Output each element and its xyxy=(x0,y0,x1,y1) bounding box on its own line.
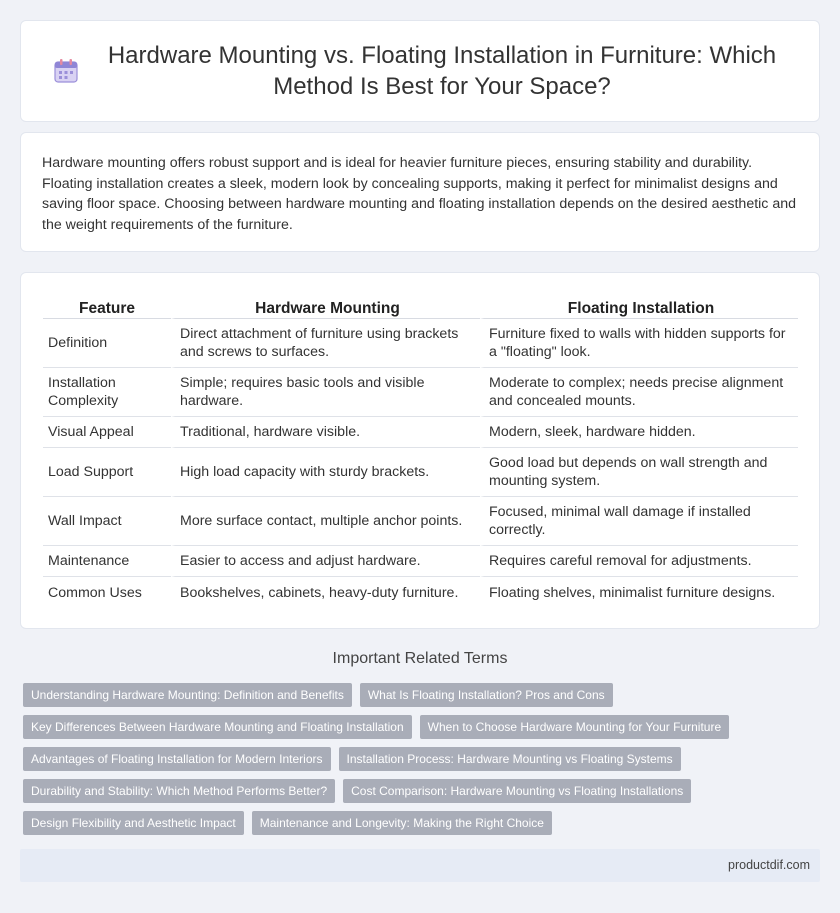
related-term-tag[interactable]: Installation Process: Hardware Mounting vs Floating Systems xyxy=(339,747,681,771)
comparison-card xyxy=(20,272,820,629)
related-term-tag[interactable]: Durability and Stability: Which Method Performs Better? xyxy=(23,779,335,803)
site-name[interactable]: productdif.com xyxy=(728,858,810,872)
tag-row xyxy=(23,811,823,835)
floating-cell: Furniture fixed to walls with hidden supports for a "floating" look. xyxy=(480,319,798,368)
floating-cell: Floating shelves, minimalist furniture designs. xyxy=(480,577,798,608)
tag-row xyxy=(23,779,823,803)
related-term-tag[interactable]: Maintenance and Longevity: Making the Right Choice xyxy=(252,811,552,835)
related-term-tag[interactable]: What Is Floating Installation? Pros and Cons xyxy=(360,683,613,707)
feature-cell: Installation Complexity xyxy=(43,368,171,417)
floating-cell: Requires careful removal for adjustments. xyxy=(480,546,798,577)
feature-cell: Load Support xyxy=(43,448,171,497)
table-row xyxy=(43,577,798,608)
tag-row xyxy=(23,747,823,771)
related-term-tag[interactable]: Advantages of Floating Installation for Modern Interiors xyxy=(23,747,331,771)
floating-cell: Modern, sleek, hardware hidden. xyxy=(480,417,798,448)
table-row xyxy=(43,497,798,546)
related-term-tag[interactable]: Understanding Hardware Mounting: Definition and Benefits xyxy=(23,683,352,707)
related-term-tag[interactable]: Key Differences Between Hardware Mounting and Floating Installation xyxy=(23,715,412,739)
floating-cell: Good load but depends on wall strength and mounting system. xyxy=(480,448,798,497)
intro-card xyxy=(20,132,820,252)
hardware-cell: Easier to access and adjust hardware. xyxy=(171,546,480,577)
table-row xyxy=(43,368,798,417)
hardware-cell: Bookshelves, cabinets, heavy-duty furniture. xyxy=(171,577,480,608)
hardware-cell: More surface contact, multiple anchor points. xyxy=(171,497,480,546)
table-row xyxy=(43,448,798,497)
tag-row xyxy=(23,683,823,707)
title-wrap xyxy=(51,40,789,102)
table-row xyxy=(43,417,798,448)
hardware-cell: Direct attachment of furniture using brackets and screws to surfaces. xyxy=(171,319,480,368)
feature-cell: Definition xyxy=(43,319,171,368)
related-term-tag[interactable]: When to Choose Hardware Mounting for Your Furniture xyxy=(420,715,730,739)
feature-cell: Maintenance xyxy=(43,546,171,577)
related-terms-list xyxy=(23,683,823,843)
table-row xyxy=(43,546,798,577)
title-card xyxy=(20,20,820,122)
feature-cell: Common Uses xyxy=(48,584,142,601)
header-feature: Feature xyxy=(43,295,171,319)
related-term-tag[interactable]: Cost Comparison: Hardware Mounting vs Floating Installations xyxy=(343,779,691,803)
page-title: Hardware Mounting vs. Floating Installation in Furniture: Which Method Is Best for Your Space? xyxy=(107,42,777,100)
table-row xyxy=(43,319,798,368)
footer xyxy=(20,849,820,882)
hardware-cell: Traditional, hardware visible. xyxy=(171,417,480,448)
tag-row xyxy=(23,715,823,739)
related-terms-title: Important Related Terms xyxy=(332,650,508,667)
floating-cell: Moderate to complex; needs precise alignment and concealed mounts. xyxy=(480,368,798,417)
comparison-table xyxy=(43,295,798,608)
intro-paragraph: Hardware mounting offers robust support and is ideal for heavier furniture pieces, ensuring stability and durability. Floating installation creates a sleek, modern look by concealing supports, making it perfect for minimalist designs and saving floor space. Choosing between hardware mounting and floating installation depends on the desired aesthetic and the weight requirements of the furniture. xyxy=(42,155,797,233)
header-floating-installation: Floating Installation xyxy=(480,295,798,319)
hardware-cell: Simple; requires basic tools and visible hardware. xyxy=(171,368,480,417)
feature-cell: Visual Appeal xyxy=(43,417,171,448)
header-hardware-mounting: Hardware Mounting xyxy=(171,295,480,319)
hardware-cell: High load capacity with sturdy brackets. xyxy=(171,448,480,497)
table-header-row xyxy=(43,295,798,319)
feature-cell: Wall Impact xyxy=(43,497,171,546)
related-term-tag[interactable]: Design Flexibility and Aesthetic Impact xyxy=(23,811,244,835)
calendar-icon xyxy=(51,56,81,86)
floating-cell: Focused, minimal wall damage if installed correctly. xyxy=(480,497,798,546)
